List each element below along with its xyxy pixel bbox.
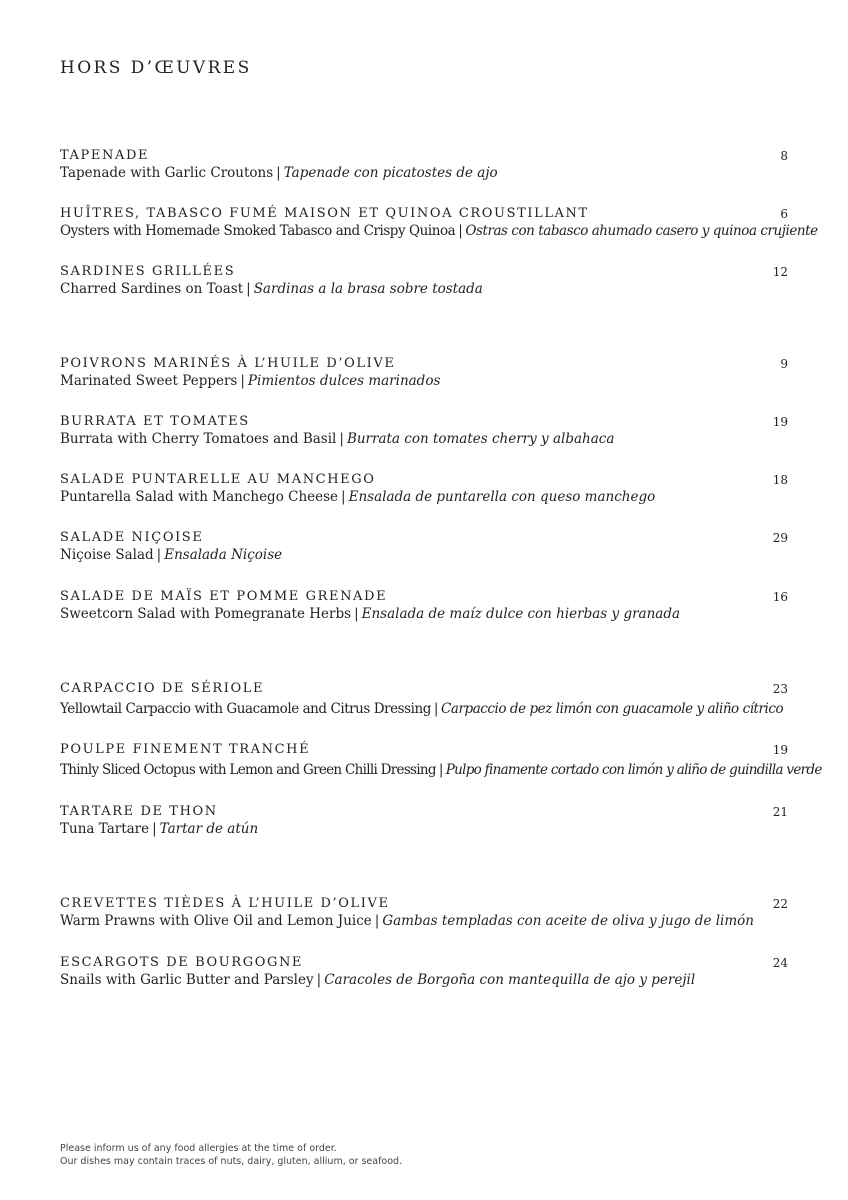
item-desc-es: Sardinas a la brasa sobre tostada bbox=[253, 281, 483, 297]
item-desc-en: Warm Prawns with Olive Oil and Lemon Juice bbox=[60, 913, 372, 929]
desc-separator: | bbox=[354, 606, 359, 622]
item-price: 23 bbox=[772, 682, 788, 696]
menu-item-tapenade bbox=[60, 148, 788, 182]
item-desc-es: Ensalada Niçoise bbox=[164, 547, 283, 563]
allergy-notice bbox=[60, 1142, 402, 1168]
item-price: 19 bbox=[772, 743, 788, 757]
item-name: HUÎTRES, TABASCO FUMÉ MAISON ET QUINOA CROUSTILLANT bbox=[60, 206, 589, 221]
item-price: 22 bbox=[772, 897, 788, 911]
item-description bbox=[60, 547, 788, 564]
menu-item-crevettes bbox=[60, 896, 788, 930]
item-name: SARDINES GRILLÉES bbox=[60, 264, 236, 279]
menu-item-sardines bbox=[60, 264, 788, 298]
item-desc-es: Pimientos dulces marinados bbox=[247, 373, 441, 389]
item-price: 24 bbox=[772, 956, 788, 970]
item-price: 18 bbox=[772, 473, 788, 487]
item-price: 8 bbox=[780, 149, 788, 163]
item-desc-es: Burrata con tomates cherry y albahaca bbox=[346, 431, 615, 447]
item-name: TARTARE DE THON bbox=[60, 804, 218, 819]
item-name: POIVRONS MARINÉS À L’HUILE D’OLIVE bbox=[60, 356, 396, 371]
item-desc-es: Caracoles de Borgoña con mantequilla de ajo y perejil bbox=[324, 972, 696, 988]
desc-separator: | bbox=[276, 165, 281, 181]
item-desc-es: Carpaccio de pez limón con guacamole y aliño cítrico bbox=[441, 701, 784, 717]
menu-item-escargots bbox=[60, 955, 788, 989]
menu-item-poivrons bbox=[60, 356, 788, 390]
item-desc-es: Tapenade con picatostes de ajo bbox=[283, 165, 498, 181]
item-desc-en: Marinated Sweet Peppers bbox=[60, 373, 238, 389]
item-desc-en: Sweetcorn Salad with Pomegranate Herbs bbox=[60, 606, 352, 622]
item-desc-en: Tuna Tartare bbox=[60, 821, 150, 837]
menu-item-burrata bbox=[60, 414, 788, 448]
item-name: TAPENADE bbox=[60, 148, 150, 163]
menu-item-mais bbox=[60, 589, 788, 623]
item-desc-es: Ostras con tabasco ahumado casero y quinoa crujiente bbox=[465, 223, 818, 239]
item-description bbox=[60, 489, 788, 506]
item-description bbox=[60, 762, 822, 779]
item-price: 29 bbox=[772, 531, 788, 545]
item-name: SALADE NIÇOISE bbox=[60, 530, 204, 545]
item-description bbox=[60, 223, 818, 240]
item-desc-en: Puntarella Salad with Manchego Cheese bbox=[60, 489, 339, 505]
item-desc-es: Gambas templadas con aceite de oliva y jugo de limón bbox=[382, 913, 754, 929]
desc-separator: | bbox=[156, 547, 162, 563]
menu-item-poulpe bbox=[60, 742, 822, 779]
item-desc-en: Charred Sardines on Toast bbox=[60, 281, 244, 297]
desc-separator: | bbox=[316, 972, 322, 988]
item-price: 16 bbox=[772, 590, 788, 604]
item-description bbox=[60, 431, 788, 448]
menu-item-carpaccio bbox=[60, 681, 788, 718]
desc-separator: | bbox=[438, 762, 443, 778]
item-description bbox=[60, 701, 788, 718]
item-desc-en: Snails with Garlic Butter and Parsley bbox=[60, 972, 314, 988]
item-description bbox=[60, 606, 788, 623]
desc-separator: | bbox=[374, 913, 380, 929]
menu-item-puntarelle bbox=[60, 472, 788, 506]
item-desc-en: Niçoise Salad bbox=[60, 547, 154, 563]
item-description bbox=[60, 281, 788, 298]
menu-item-huitres bbox=[60, 206, 818, 240]
item-desc-en: Yellowtail Carpaccio with Guacamole and Citrus Dressing bbox=[60, 701, 431, 717]
desc-separator: | bbox=[433, 701, 439, 717]
item-name: SALADE DE MAÏS ET POMME GRENADE bbox=[60, 589, 388, 604]
item-desc-en: Thinly Sliced Octopus with Lemon and Green Chilli Dressing bbox=[60, 762, 436, 778]
item-description bbox=[60, 373, 788, 390]
item-desc-es: Ensalada de puntarella con queso manchego bbox=[348, 489, 656, 505]
desc-separator: | bbox=[339, 431, 344, 447]
allergy-notice-line: Please inform us of any food allergies at the time of order. bbox=[60, 1143, 337, 1154]
desc-separator: | bbox=[341, 489, 346, 505]
item-description bbox=[60, 972, 788, 989]
item-price: 19 bbox=[772, 415, 788, 429]
item-name: POULPE FINEMENT TRANCHÉ bbox=[60, 742, 311, 757]
page-title: HORS D’ŒUVRES bbox=[60, 58, 252, 78]
item-description bbox=[60, 165, 788, 182]
item-desc-en: Tapenade with Garlic Croutons bbox=[60, 165, 274, 181]
item-description bbox=[60, 913, 788, 930]
item-name: BURRATA ET TOMATES bbox=[60, 414, 250, 429]
item-desc-es: Tartar de atún bbox=[159, 821, 259, 837]
item-price: 9 bbox=[780, 357, 788, 371]
desc-separator: | bbox=[152, 821, 157, 837]
desc-separator: | bbox=[246, 281, 251, 297]
item-price: 21 bbox=[772, 805, 788, 819]
menu-item-tartare bbox=[60, 804, 788, 838]
item-description bbox=[60, 821, 788, 838]
item-desc-es: Pulpo finamente cortado con limón y aliño de guindilla verde bbox=[445, 762, 822, 778]
desc-separator: | bbox=[240, 373, 245, 389]
item-desc-en: Oysters with Homemade Smoked Tabasco and Crispy Quinoa bbox=[60, 223, 456, 239]
item-name: SALADE PUNTARELLE AU MANCHEGO bbox=[60, 472, 376, 487]
item-name: CREVETTES TIÈDES À L’HUILE D’OLIVE bbox=[60, 896, 390, 911]
allergy-notice-line: Our dishes may contain traces of nuts, dairy, gluten, allium, or seafood. bbox=[60, 1156, 403, 1167]
menu-item-nicoise bbox=[60, 530, 788, 564]
item-name: ESCARGOTS DE BOURGOGNE bbox=[60, 955, 304, 970]
item-price: 6 bbox=[780, 207, 788, 221]
item-name: CARPACCIO DE SÉRIOLE bbox=[60, 681, 265, 696]
item-price: 12 bbox=[772, 265, 788, 279]
item-desc-en: Burrata with Cherry Tomatoes and Basil bbox=[60, 431, 337, 447]
item-desc-es: Ensalada de maíz dulce con hierbas y granada bbox=[361, 606, 681, 622]
desc-separator: | bbox=[458, 223, 463, 239]
